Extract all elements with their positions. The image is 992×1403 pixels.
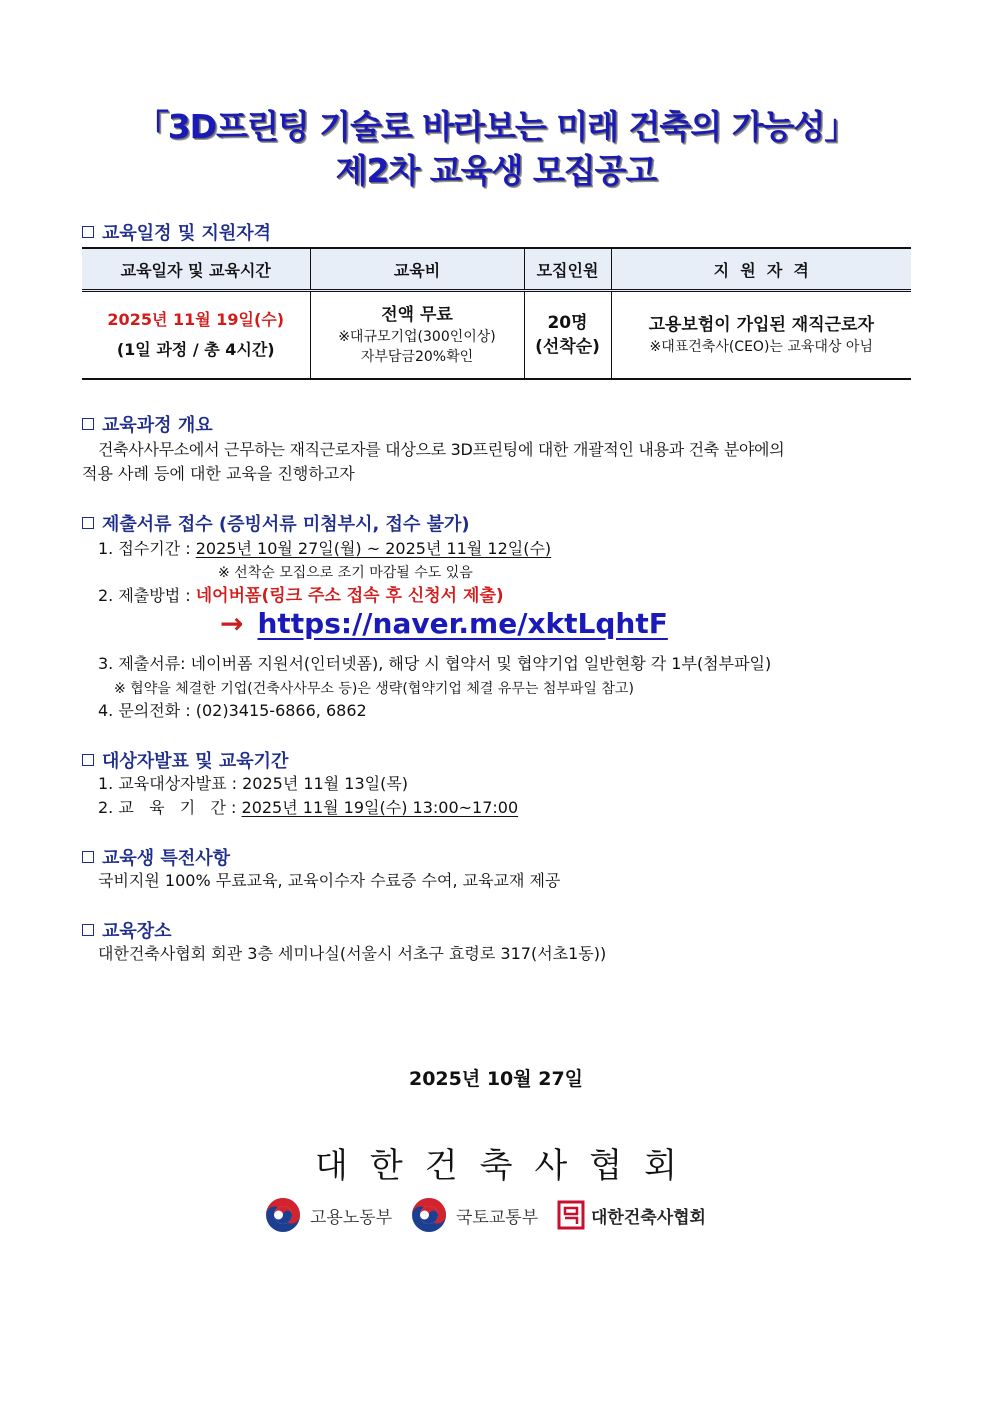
checkbox-square-icon xyxy=(82,517,94,529)
taegeuk-icon xyxy=(410,1196,448,1234)
fee-note-1: ※대규모기업(300인이상) xyxy=(338,329,496,345)
submission-documents: 3. 제출서류: 네이버폼 지원서(인터넷폼), 해당 시 협약서 및 협약기업 일반현황 각 1부(첨부파일) xyxy=(98,654,772,673)
arrow-right-icon: → xyxy=(220,607,244,640)
section-heading-text: 교육생 특전사항 xyxy=(102,848,230,869)
logo-row xyxy=(0,1196,992,1236)
submission-period xyxy=(98,537,551,561)
section-submission-heading xyxy=(82,510,470,536)
count-value: 20명 xyxy=(547,313,588,333)
section-heading-text: 교육과정 개요 xyxy=(102,415,213,436)
checkbox-square-icon xyxy=(82,226,94,238)
table-row xyxy=(82,291,911,380)
logo-moel xyxy=(264,1196,392,1234)
header-date: 교육일자 및 교육시간 xyxy=(82,248,310,291)
logo-kiraa-text: 대한건축사협회 xyxy=(591,1207,706,1228)
logo-molit xyxy=(410,1196,538,1234)
cell-qualification xyxy=(611,291,911,380)
fee-note-2: 자부담금20%확인 xyxy=(360,349,474,365)
organization-name: 대한건축사협회 xyxy=(315,1146,699,1186)
logo-moel-text: 고용노동부 xyxy=(310,1207,393,1228)
education-period-value: 2025년 11월 19일(수) 13:00~17:00 xyxy=(241,798,519,817)
section-benefits-heading xyxy=(82,844,230,870)
education-period-label: 2. 교 육 기 간 : xyxy=(98,798,242,817)
section-announcement-heading xyxy=(82,747,288,773)
section-heading-text: 제출서류 접수 (증빙서류 미첨부시, 접수 불가) xyxy=(102,514,470,535)
notice-date: 2025년 10월 27일 xyxy=(408,1068,584,1090)
taegeuk-icon xyxy=(264,1196,302,1234)
cell-date xyxy=(82,291,310,380)
submission-period-note: ※ 선착순 모집으로 조기 마감될 수도 있음 xyxy=(218,565,473,581)
logo-kiraa xyxy=(557,1200,706,1230)
header-qualification: 지 원 자 격 xyxy=(611,248,911,291)
application-url[interactable]: https://naver.me/xktLqhtF xyxy=(257,607,668,640)
submission-period-value: 2025년 10월 27일(월) ~ 2025년 11월 12일(수) xyxy=(195,539,552,558)
section-overview-heading xyxy=(82,411,213,437)
title-line-2: 제2차 교육생 모집공고 xyxy=(335,151,657,190)
header-fee: 교육비 xyxy=(310,248,524,291)
cell-count xyxy=(524,291,611,380)
section-location-heading xyxy=(82,917,172,943)
submission-method-value: 네어버폼(링크 주소 접속 후 신청서 제출) xyxy=(195,586,504,606)
section-heading-text: 대상자발표 및 교육기간 xyxy=(102,751,289,772)
count-note: (선착순) xyxy=(535,337,600,357)
overview-line-2: 적용 사례 등에 대한 교육을 진행하고자 xyxy=(82,464,355,483)
checkbox-square-icon xyxy=(82,418,94,430)
location-text: 대한건축사협회 회관 3층 세미나실(서울시 서초구 효령로 317(서초1동)) xyxy=(98,944,607,963)
logo-molit-text: 국토교통부 xyxy=(456,1207,539,1228)
kiraa-emblem-icon xyxy=(557,1200,585,1230)
table-header-row xyxy=(82,248,911,291)
section-heading-text: 교육장소 xyxy=(102,921,172,942)
overview-line-1: 건축사사무소에서 근무하는 재직근로자를 대상으로 3D프린팅에 대한 개괄적인 내용과 건축 분야에의 xyxy=(98,440,785,459)
education-duration: (1일 과정 / 총 4시간) xyxy=(116,340,275,359)
application-link[interactable] xyxy=(220,607,668,640)
title-line-1: 「3D프린팅 기술로 바라보는 미래 건축의 가능성」 xyxy=(135,107,857,146)
education-date: 2025년 11월 19일(수) xyxy=(107,310,285,329)
benefits-text: 국비지원 100% 무료교육, 교육이수자 수료증 수여, 교육교재 제공 xyxy=(98,871,561,890)
section-heading-text: 교육일정 및 지원자격 xyxy=(102,223,272,244)
checkbox-square-icon xyxy=(82,851,94,863)
header-count: 모집인원 xyxy=(524,248,611,291)
submission-period-label: 1. 접수기간 : xyxy=(98,539,196,558)
contact-phone: 4. 문의전화 : (02)3415-6866, 6862 xyxy=(98,701,367,720)
submission-method xyxy=(98,584,504,608)
submission-method-label: 2. 제출방법 : xyxy=(98,586,196,605)
education-period xyxy=(98,796,518,820)
checkbox-square-icon xyxy=(82,924,94,936)
fee-value: 전액 무료 xyxy=(381,305,453,325)
announcement-date: 1. 교육대상자발표 : 2025년 11월 13일(목) xyxy=(98,774,409,793)
section-schedule-heading xyxy=(82,219,271,245)
submission-documents-note: ※ 협약을 체결한 기업(건축사사무소 등)은 생략(협약기업 체결 유무는 첨부파일 참고) xyxy=(114,681,634,697)
qualification-note: ※대표건축사(CEO)는 교육대상 아님 xyxy=(649,339,873,355)
schedule-table xyxy=(82,247,911,380)
qualification-value: 고용보험이 가입된 재직근로자 xyxy=(648,315,874,335)
cell-fee xyxy=(310,291,524,380)
checkbox-square-icon xyxy=(82,754,94,766)
